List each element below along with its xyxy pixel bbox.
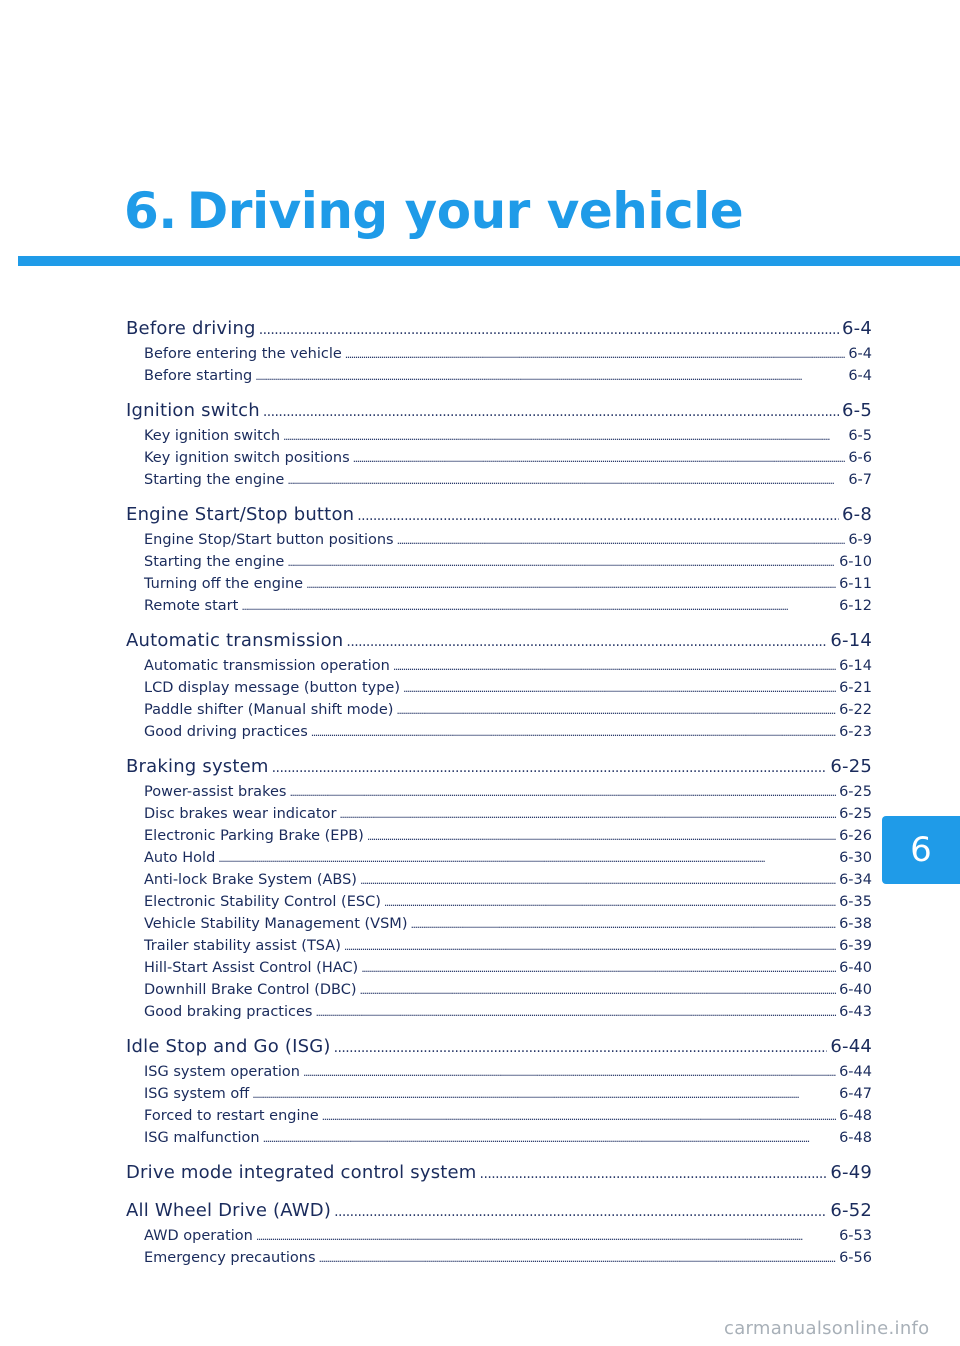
toc-section-entry-label: Ignition switch <box>126 400 260 421</box>
toc-subentry-page: 6-39 <box>839 938 872 954</box>
dot-leader <box>345 344 846 366</box>
dot-leader <box>334 1034 828 1063</box>
dot-leader <box>311 722 836 744</box>
chapter-tab[interactable]: 6 <box>882 816 960 884</box>
dot-leader <box>396 700 836 722</box>
toc-subentry-label: LCD display message (button type) <box>144 680 400 696</box>
toc-subentry-label: Good driving practices <box>144 724 308 740</box>
toc-section-entry-label: Before driving <box>126 318 256 339</box>
toc-subentry-label: Before entering the vehicle <box>144 346 342 362</box>
toc-subentry[interactable] <box>126 721 872 743</box>
dot-leader <box>384 892 836 914</box>
toc-subentry[interactable] <box>126 1105 872 1127</box>
toc-section-entry[interactable] <box>126 314 872 343</box>
toc-subentry[interactable] <box>126 1127 872 1149</box>
toc-subentry-label: Paddle shifter (Manual shift mode) <box>144 702 394 718</box>
heading-rule <box>18 256 960 266</box>
toc-section <box>126 314 872 387</box>
toc-subentry[interactable] <box>126 677 872 699</box>
toc-subentry-page: 6-4 <box>848 346 872 362</box>
toc-subentry-page: 6-25 <box>839 784 872 800</box>
dot-leader <box>218 848 836 870</box>
toc-subentry-page: 6-40 <box>839 982 872 998</box>
dot-leader <box>252 1084 836 1106</box>
dot-leader <box>315 1002 836 1024</box>
toc-section-entry-page: 6-44 <box>830 1036 872 1057</box>
toc-subentry-page: 6-48 <box>839 1108 872 1124</box>
chapter-heading <box>124 182 744 240</box>
toc-section-entry-label: Engine Start/Stop button <box>126 504 355 525</box>
toc-subentry[interactable] <box>126 529 872 551</box>
toc-subentry-label: Trailer stability assist (TSA) <box>144 938 341 954</box>
toc-subentry-label: AWD operation <box>144 1228 253 1244</box>
toc-subentry-page: 6-40 <box>839 960 872 976</box>
toc-subentry-label: Electronic Stability Control (ESC) <box>144 894 381 910</box>
toc-subentry[interactable] <box>126 979 872 1001</box>
dot-leader <box>480 1160 828 1189</box>
toc-section-entry-page: 6-5 <box>842 400 872 421</box>
toc-subentry[interactable] <box>126 891 872 913</box>
dot-leader <box>322 1106 836 1128</box>
toc-subentry[interactable] <box>126 957 872 979</box>
toc-subentry-page: 6-5 <box>848 428 872 444</box>
toc-subentry[interactable] <box>126 595 872 617</box>
toc-subentry-page: 6-56 <box>839 1250 872 1266</box>
toc-section-entry-label: All Wheel Drive (AWD) <box>126 1200 332 1221</box>
toc-subentry-page: 6-21 <box>839 680 872 696</box>
toc-subentry-label: Good braking practices <box>144 1004 313 1020</box>
toc-subentry-label: Automatic transmission operation <box>144 658 390 674</box>
watermark: carmanualsonline.info <box>724 1318 930 1339</box>
toc-section-entry-page: 6-25 <box>830 756 872 777</box>
dot-leader <box>360 870 836 892</box>
dot-leader <box>283 426 845 448</box>
toc-subentry-label: Before starting <box>144 368 253 384</box>
toc-subentry-label: Power-assist brakes <box>144 784 287 800</box>
toc-subentry[interactable] <box>126 447 872 469</box>
toc-subentry[interactable] <box>126 699 872 721</box>
toc-subentry-page: 6-43 <box>839 1004 872 1020</box>
toc-subentry[interactable] <box>126 1001 872 1023</box>
dot-leader <box>361 958 836 980</box>
toc-section-entry[interactable] <box>126 1196 872 1225</box>
toc-subentry-page: 6-53 <box>839 1228 872 1244</box>
toc-subentry-page: 6-34 <box>839 872 872 888</box>
toc-subentry-page: 6-22 <box>839 702 872 718</box>
dot-leader <box>241 596 836 618</box>
toc-subentry-label: Engine Stop/Start button positions <box>144 532 394 548</box>
toc-subentry-label: ISG system operation <box>144 1064 300 1080</box>
toc-subentry-label: Electronic Parking Brake (EPB) <box>144 828 364 844</box>
toc-section-entry-label: Automatic transmission <box>126 630 344 651</box>
dot-leader <box>289 782 836 804</box>
dot-leader <box>360 980 837 1002</box>
toc-subentry-label: Emergency precautions <box>144 1250 316 1266</box>
toc-subentry[interactable] <box>126 365 872 387</box>
toc-subentry[interactable] <box>126 1061 872 1083</box>
toc-subentry[interactable] <box>126 935 872 957</box>
toc-section <box>126 1196 872 1269</box>
toc-subentry[interactable] <box>126 869 872 891</box>
toc-section-entry-page: 6-52 <box>830 1200 872 1221</box>
toc-section-entry-page: 6-14 <box>830 630 872 651</box>
toc-subentry-label: Key ignition switch <box>144 428 281 444</box>
toc-subentry-page: 6-11 <box>839 576 872 592</box>
toc-subentry[interactable] <box>126 803 872 825</box>
toc-subentry-page: 6-4 <box>848 368 872 384</box>
toc-subentry-label: Disc brakes wear indicator <box>144 806 337 822</box>
toc-subentry[interactable] <box>126 551 872 573</box>
toc-subentry-page: 6-23 <box>839 724 872 740</box>
toc-subentry[interactable] <box>126 343 872 365</box>
toc-subentry-label: Hill-Start Assist Control (HAC) <box>144 960 359 976</box>
toc-subentry-label: Downhill Brake Control (DBC) <box>144 982 357 998</box>
toc-section-entry-label: Braking system <box>126 756 269 777</box>
dot-leader <box>263 398 839 427</box>
dot-leader <box>287 552 836 574</box>
toc-section <box>126 752 872 1023</box>
toc-subentry-page: 6-12 <box>839 598 872 614</box>
dot-leader <box>255 366 845 388</box>
toc-subentry[interactable] <box>126 573 872 595</box>
dot-leader <box>287 470 845 492</box>
toc-subentry[interactable] <box>126 781 872 803</box>
toc-subentry-label: Turning off the engine <box>144 576 304 592</box>
toc-section <box>126 500 872 617</box>
toc-section-entry-page: 6-4 <box>842 318 872 339</box>
dot-leader <box>334 1198 827 1227</box>
toc-subentry-page: 6-10 <box>839 554 872 570</box>
toc-subentry[interactable] <box>126 913 872 935</box>
dot-leader <box>256 1226 836 1248</box>
toc-section-entry[interactable] <box>126 396 872 425</box>
toc-subentry[interactable] <box>126 469 872 491</box>
toc-subentry-page: 6-35 <box>839 894 872 910</box>
toc-subentry-label: Auto Hold <box>144 850 216 866</box>
dot-leader <box>339 804 836 826</box>
toc-section <box>126 1032 872 1149</box>
toc-subentry-label: Starting the engine <box>144 554 285 570</box>
dot-leader <box>346 628 827 657</box>
toc-subentry[interactable] <box>126 425 872 447</box>
toc-subentry-page: 6-38 <box>839 916 872 932</box>
toc-section-entry[interactable] <box>126 500 872 529</box>
dot-leader <box>410 914 836 936</box>
toc-subentry-label: Vehicle Stability Management (VSM) <box>144 916 408 932</box>
toc-subentry[interactable] <box>126 1225 872 1247</box>
toc-subentry-page: 6-48 <box>839 1130 872 1146</box>
toc-section-entry-page: 6-8 <box>842 504 872 525</box>
dot-leader <box>263 1128 836 1150</box>
toc-subentry-page: 6-14 <box>839 658 872 674</box>
toc-subentry-page: 6-26 <box>839 828 872 844</box>
toc-section <box>126 626 872 743</box>
toc-subentry-page: 6-6 <box>848 450 872 466</box>
toc-subentry[interactable] <box>126 1247 872 1269</box>
toc-subentry-page: 6-44 <box>839 1064 872 1080</box>
toc-section <box>126 1158 872 1187</box>
toc-subentry-page: 6-30 <box>839 850 872 866</box>
toc-subentry-label: Starting the engine <box>144 472 285 488</box>
toc-subentry-label: Forced to restart engine <box>144 1108 319 1124</box>
toc-subentry-label: Key ignition switch positions <box>144 450 350 466</box>
toc-subentry-label: Remote start <box>144 598 239 614</box>
toc-subentry-page: 6-7 <box>848 472 872 488</box>
dot-leader <box>306 574 836 596</box>
toc-subentry-page: 6-25 <box>839 806 872 822</box>
toc-section-entry[interactable] <box>126 752 872 781</box>
toc-section-entry-page: 6-49 <box>830 1162 872 1183</box>
chapter-title: Driving your vehicle <box>186 182 744 240</box>
dot-leader <box>393 656 836 678</box>
dot-leader <box>397 530 846 552</box>
dot-leader <box>344 936 836 958</box>
toc-subentry-page: 6-47 <box>839 1086 872 1102</box>
table-of-contents <box>126 314 872 1278</box>
dot-leader <box>353 448 846 470</box>
toc-section-entry-label: Idle Stop and Go (ISG) <box>126 1036 331 1057</box>
chapter-number: 6. <box>124 182 177 240</box>
dot-leader <box>367 826 836 848</box>
toc-subentry-label: Anti-lock Brake System (ABS) <box>144 872 357 888</box>
toc-subentry[interactable] <box>126 847 872 869</box>
toc-subentry[interactable] <box>126 655 872 677</box>
toc-subentry[interactable] <box>126 1083 872 1105</box>
dot-leader <box>357 502 839 531</box>
toc-subentry-label: ISG system off <box>144 1086 250 1102</box>
toc-section <box>126 396 872 491</box>
toc-section-entry-label: Drive mode integrated control system <box>126 1162 477 1183</box>
toc-subentry-page: 6-9 <box>848 532 872 548</box>
toc-subentry-label: ISG malfunction <box>144 1130 260 1146</box>
dot-leader <box>303 1062 836 1084</box>
dot-leader <box>403 678 836 700</box>
toc-subentry[interactable] <box>126 825 872 847</box>
dot-leader <box>319 1248 837 1270</box>
toc-section-entry[interactable] <box>126 1032 872 1061</box>
toc-section-entry[interactable] <box>126 1158 872 1187</box>
dot-leader <box>259 316 839 345</box>
dot-leader <box>272 754 828 783</box>
toc-section-entry[interactable] <box>126 626 872 655</box>
